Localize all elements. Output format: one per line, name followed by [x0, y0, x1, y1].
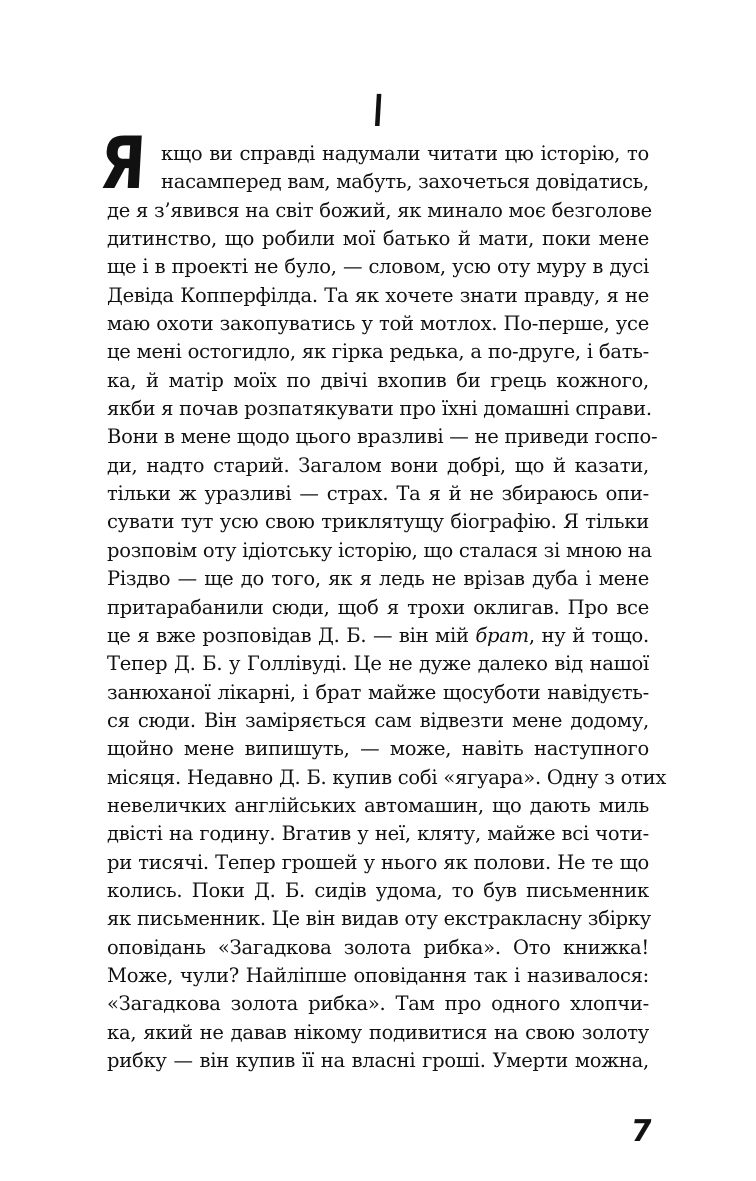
text-line: ка, й матір моїх по двічі вхопив би грець кожного,	[107, 368, 649, 392]
text-line: якби я почав розпатякувати про їхні домашні справи.	[107, 397, 652, 421]
text-line: це мені остогидло, як гірка редька, а по-друге, і бать-	[107, 340, 649, 364]
text-line: де я з’явився на світ божий, як минало моє безголове	[107, 198, 652, 222]
text-line: ка, який не давав нікому подивитися на свою золоту	[107, 1020, 649, 1044]
page-number: 7	[628, 1114, 655, 1149]
text-line: кщо ви справді надумали читати цю історію, то	[161, 142, 649, 165]
text-line: місяця. Недавно Д. Б. купив собі «ягуара». Одну з отих	[107, 765, 667, 789]
body-text	[107, 140, 667, 1075]
text-line: розповім оту ідіотську історію, що сталася зі мною на	[107, 538, 652, 562]
text-line: тільки ж уразливі — страх. Та я й не збираюсь опи-	[107, 482, 649, 506]
text-line: насамперед вам, мабуть, захочеться довідатись,	[161, 170, 649, 194]
text-line: це я вже розповідав Д. Б. — він мій брат, ну й тощо.	[107, 623, 649, 647]
drop-cap: Я	[97, 121, 149, 205]
text-line: щойно мене випишуть, — може, навіть наступного	[107, 737, 649, 761]
text-line: ся сюди. Він заміряється сам відвезти мене додому,	[107, 708, 649, 732]
text-line: Девіда Копперфілда. Та як хочете знати правду, я не	[107, 283, 649, 307]
text-line: сувати тут усю свою триклятущу біографію. Я тільки	[107, 510, 649, 534]
text-line: двісті на годину. Вгатив у неї, кляту, майже всі чоти-	[107, 822, 649, 846]
emphasis: брат	[475, 623, 529, 647]
text-line: «Загадкова золота рибка». Там про одного хлопчи-	[107, 992, 649, 1016]
text-line: рибку — він купив її на власні гроші. Умерти можна,	[107, 1049, 649, 1072]
text-line: дитинство, що робили мої батько й мати, поки мене	[107, 227, 649, 251]
text-line: оповідань «Загадкова золота рибка». Ото книжка!	[107, 935, 649, 959]
text-line: Тепер Д. Б. у Голлівуді. Це не дуже далеко від нашої	[107, 652, 649, 676]
text-line: маю охоти закопуватись у той мотлох. По-перше, усе	[107, 312, 649, 336]
text-line: занюханої лікарні, і брат майже щосуботи навідуєть-	[107, 680, 649, 704]
text-line: як письменник. Це він видав оту екстракласну збірку	[107, 907, 651, 931]
text-line: Вони в мене щодо цього вразливі — не приведи госпо-	[107, 425, 658, 449]
text-line: невеличких англійських автомашин, що дають миль	[107, 793, 649, 817]
text-line: колись. Поки Д. Б. сидів удома, то був письменник	[107, 878, 649, 902]
text-line: ди, надто старий. Загалом вони добрі, що й казати,	[107, 453, 649, 477]
text-line: притарабанили сюди, щоб я трохи оклигав. Про все	[107, 595, 649, 619]
text-line: Може, чули? Найліпше оповідання так і називалося:	[107, 963, 649, 987]
text-line: ще і в проекті не було, — словом, усю оту муру в дусі	[107, 255, 649, 279]
text-line: Різдво — ще до того, як я ледь не врізав дуба і мене	[107, 567, 649, 591]
chapter-number: I	[372, 86, 385, 137]
text-line: ри тисячі. Тепер грошей у нього як полови. Не те що	[107, 850, 649, 874]
